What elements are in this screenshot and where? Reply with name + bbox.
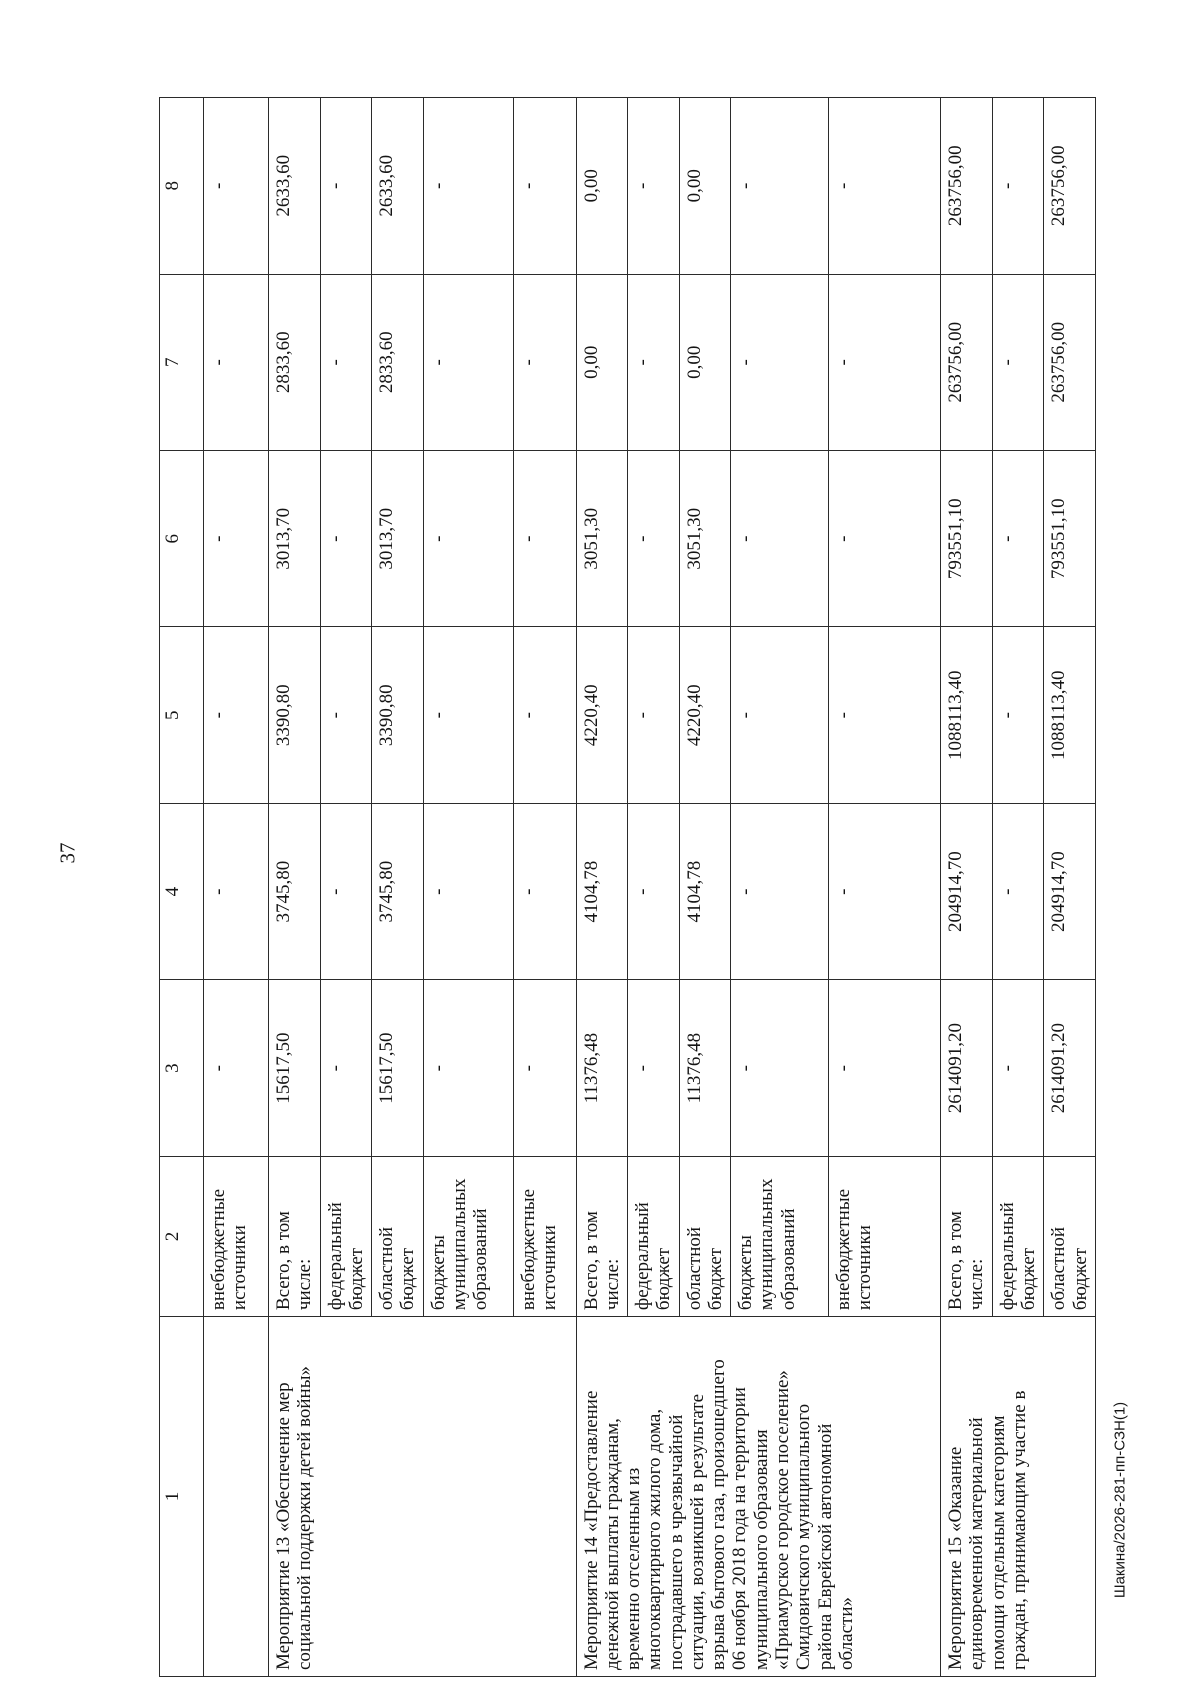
value-cell: 2633,60	[372, 98, 424, 275]
funding-source-cell: областной бюджет	[679, 1156, 731, 1316]
value-cell: -	[628, 980, 680, 1156]
value-cell: 3051,30	[576, 451, 628, 627]
column-header: 4	[160, 803, 204, 979]
value-cell: -	[204, 98, 269, 275]
value-cell: 2833,60	[372, 274, 424, 450]
value-cell: -	[320, 98, 372, 275]
value-cell: -	[628, 274, 680, 450]
value-cell: 793551,10	[1044, 451, 1096, 627]
value-cell: -	[992, 980, 1044, 1156]
funding-source-cell: Всего, в том числе:	[941, 1156, 993, 1316]
value-cell: -	[320, 803, 372, 979]
budget-table	[159, 97, 1096, 1677]
value-cell: -	[423, 98, 513, 275]
value-cell: -	[829, 627, 941, 803]
column-header: 3	[160, 980, 204, 1156]
event-13-cell: Мероприятие 13 «Обеспечение мер социальной поддержки детей войны»	[269, 1317, 577, 1677]
value-cell: 263756,00	[1044, 98, 1096, 275]
value-cell: -	[320, 627, 372, 803]
value-cell: -	[731, 274, 829, 450]
value-cell: -	[204, 980, 269, 1156]
value-cell: -	[320, 274, 372, 450]
value-cell: -	[829, 980, 941, 1156]
table-row	[204, 98, 269, 1677]
event-15-cell: Мероприятие 15 «Оказание единовременной материальной помощи отдельным категориям граждан, принимающим участие в	[941, 1317, 1096, 1677]
value-cell: 11376,48	[679, 980, 731, 1156]
column-header: 6	[160, 451, 204, 627]
value-cell: 4220,40	[576, 627, 628, 803]
value-cell: -	[731, 451, 829, 627]
value-cell: -	[992, 98, 1044, 275]
value-cell: -	[628, 451, 680, 627]
value-cell: 0,00	[679, 98, 731, 275]
value-cell: 0,00	[576, 98, 628, 275]
value-cell: -	[513, 980, 576, 1156]
value-cell: 3390,80	[372, 627, 424, 803]
funding-source-cell: федеральный бюджет	[628, 1156, 680, 1316]
value-cell: 2833,60	[269, 274, 321, 450]
value-cell: -	[628, 98, 680, 275]
value-cell: 11376,48	[576, 980, 628, 1156]
value-cell: 263756,00	[941, 98, 993, 275]
funding-source-cell: бюджеты муниципальных образований	[731, 1156, 829, 1316]
value-cell: 1088113,40	[941, 627, 993, 803]
value-cell: 4220,40	[679, 627, 731, 803]
funding-source-cell: Всего, в том числе:	[269, 1156, 321, 1316]
value-cell: -	[204, 803, 269, 979]
column-header: 2	[160, 1156, 204, 1316]
value-cell: -	[992, 803, 1044, 979]
value-cell: 204914,70	[1044, 803, 1096, 979]
value-cell: 4104,78	[576, 803, 628, 979]
value-cell: -	[320, 980, 372, 1156]
funding-source-cell: областной бюджет	[1044, 1156, 1096, 1316]
value-cell: 0,00	[679, 274, 731, 450]
value-cell: -	[731, 627, 829, 803]
value-cell: 2614091,20	[1044, 980, 1096, 1156]
funding-source-cell: внебюджетные источники	[829, 1156, 941, 1316]
value-cell: -	[204, 274, 269, 450]
value-cell: 15617,50	[269, 980, 321, 1156]
value-cell: 0,00	[576, 274, 628, 450]
budget-table-rotated	[159, 97, 1091, 1677]
event-cell-empty	[204, 1317, 269, 1677]
value-cell: 3051,30	[679, 451, 731, 627]
funding-source-cell: областной бюджет	[372, 1156, 424, 1316]
column-header: 1	[160, 1317, 204, 1677]
value-cell: 204914,70	[941, 803, 993, 979]
value-cell: -	[513, 451, 576, 627]
value-cell: 3390,80	[269, 627, 321, 803]
value-cell: 263756,00	[941, 274, 993, 450]
column-header: 5	[160, 627, 204, 803]
funding-source-cell: федеральный бюджет	[992, 1156, 1044, 1316]
value-cell: -	[423, 980, 513, 1156]
value-cell: -	[992, 451, 1044, 627]
value-cell: -	[423, 451, 513, 627]
value-cell: -	[423, 274, 513, 450]
value-cell: -	[731, 98, 829, 275]
value-cell: -	[829, 274, 941, 450]
value-cell: 3013,70	[269, 451, 321, 627]
value-cell: -	[992, 627, 1044, 803]
value-cell: -	[423, 803, 513, 979]
column-header: 7	[160, 274, 204, 450]
value-cell: 3013,70	[372, 451, 424, 627]
value-cell: -	[423, 627, 513, 803]
document-code: Шакина/2026-281-пп-СЗН(1)	[1111, 1401, 1129, 1599]
value-cell: -	[731, 980, 829, 1156]
value-cell: -	[513, 274, 576, 450]
funding-source-cell: внебюджетные источники	[204, 1156, 269, 1316]
value-cell: -	[829, 98, 941, 275]
value-cell: 15617,50	[372, 980, 424, 1156]
table-row	[941, 98, 993, 1677]
value-cell: -	[731, 803, 829, 979]
value-cell: 3745,80	[372, 803, 424, 979]
value-cell: -	[513, 803, 576, 979]
value-cell: -	[320, 451, 372, 627]
value-cell: 3745,80	[269, 803, 321, 979]
value-cell: -	[204, 627, 269, 803]
value-cell: -	[829, 803, 941, 979]
value-cell: 263756,00	[1044, 274, 1096, 450]
value-cell: -	[513, 627, 576, 803]
value-cell: -	[829, 451, 941, 627]
table-header-row	[160, 98, 204, 1677]
value-cell: 4104,78	[679, 803, 731, 979]
column-header: 8	[160, 98, 204, 275]
value-cell: 2614091,20	[941, 980, 993, 1156]
value-cell: 793551,10	[941, 451, 993, 627]
value-cell: -	[513, 98, 576, 275]
value-cell: -	[204, 451, 269, 627]
value-cell: -	[628, 627, 680, 803]
table-row	[269, 98, 321, 1677]
event-14-cell: Мероприятие 14 «Предоставление денежной выплаты гражданам, временно отселенным из многоквартирного жилого дома, пострадавшего в чрезвычайной ситуации, возникшей в результате взрыва бытового газа, произошедшего 06 ноября 2018 года на территории муниципального образования «Приамурское городское поселение» Смидовичского муниципального района Еврейской автономной области»	[576, 1317, 941, 1677]
funding-source-cell: бюджеты муниципальных образований	[423, 1156, 513, 1316]
value-cell: -	[992, 274, 1044, 450]
value-cell: 1088113,40	[1044, 627, 1096, 803]
page-number: 37	[55, 842, 80, 864]
value-cell: 2633,60	[269, 98, 321, 275]
funding-source-cell: Всего, в том числе:	[576, 1156, 628, 1316]
funding-source-cell: федеральный бюджет	[320, 1156, 372, 1316]
funding-source-cell: внебюджетные источники	[513, 1156, 576, 1316]
table-row	[576, 98, 628, 1677]
value-cell: -	[628, 803, 680, 979]
